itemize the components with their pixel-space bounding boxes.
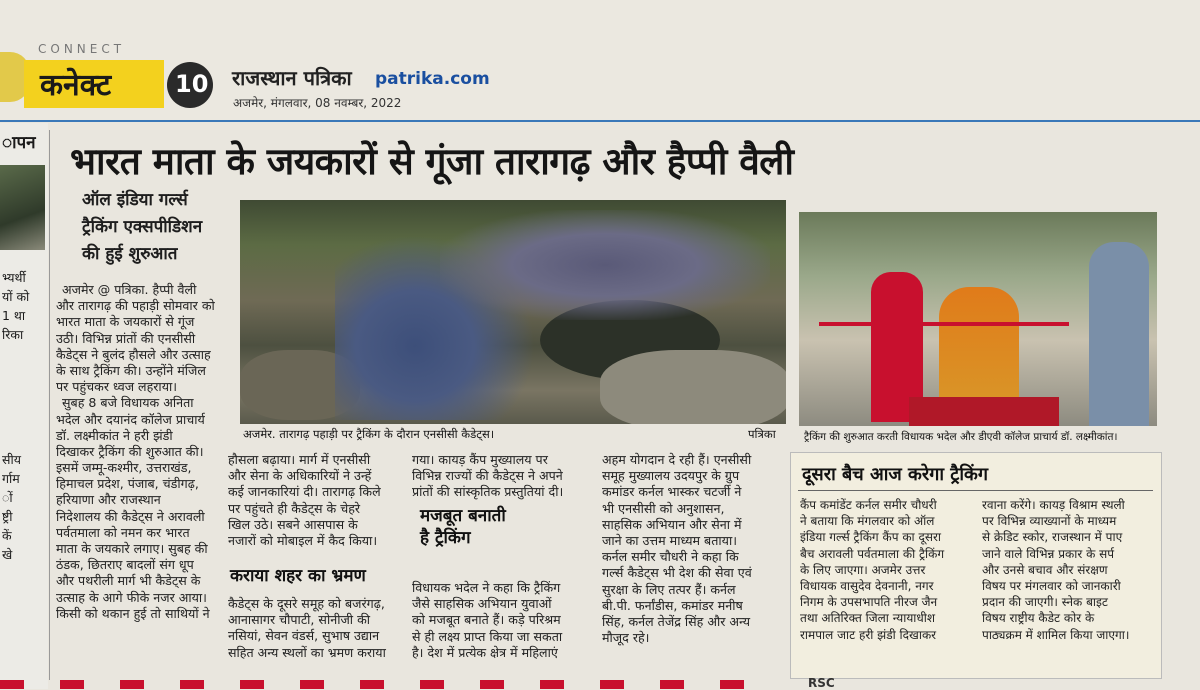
subhead-city-tour: कराया शहर का भ्रमण xyxy=(230,566,366,586)
box-title: दूसरा बैच आज करेगा ट्रैकिंग xyxy=(802,464,988,485)
connect-label-en: CONNECT xyxy=(38,42,126,56)
text-line: जैसे साहसिक अभियान युवाओं xyxy=(412,596,552,612)
text-line: सिंह, कर्नल तेजेंद्र सिंह और अन्य xyxy=(602,613,751,629)
text-line: डॉ. लक्ष्मीकांत ने हरी झंडी xyxy=(56,427,173,443)
photo2-caption: ट्रैकिंग की शुरुआत करती विधायक भदेल और डीएवी कॉलेज प्राचार्य डॉ. लक्ष्मीकांत। xyxy=(804,431,1118,443)
text-line: जाने वाले विभिन्न प्रकार के सर्प xyxy=(982,546,1115,561)
left-strip-lines-b xyxy=(2,450,21,564)
text-line: विषय राष्ट्रीय कैडेट कोर के xyxy=(982,611,1095,626)
photo1-caption: अजमेर. तारागढ़ पहाड़ी पर ट्रैकिंग के दौरान एनसीसी कैडेट्स। xyxy=(243,427,495,441)
left-line: र्गाम xyxy=(2,471,20,486)
text-line: पाठ्यक्रम में शामिल किया जाएगा। xyxy=(982,627,1130,642)
text-line: भदेल और दयानंद कॉलेज प्राचार्य xyxy=(56,411,205,427)
body-column-3 xyxy=(412,452,563,501)
rock-shape xyxy=(600,350,786,424)
cadet-right xyxy=(1089,242,1149,426)
text-line: सुरक्षा के लिए तत्पर हैं। कर्नल xyxy=(602,581,736,597)
text-line: और उनसे बचाव और संरक्षण xyxy=(982,562,1108,577)
box-column-a xyxy=(800,497,944,643)
text-line: कैंप कमांडेंट कर्नल समीर चौधरी xyxy=(800,498,937,512)
text-line: विधायक वासुदेव देवनानी, नगर xyxy=(800,578,934,593)
text-line: समूह मुख्यालय उदयपुर के ग्रुप xyxy=(602,468,740,484)
left-line: ों xyxy=(2,490,13,505)
text-line: कैडेट्स ने बुलंद हौसले और उत्साह xyxy=(56,346,211,362)
text-line: और तारागढ़ की पहाड़ी सोमवार को xyxy=(56,298,215,314)
text-line: माता के जयकारे लगाए। सुबह की xyxy=(56,541,208,556)
left-strip-lines-a xyxy=(2,268,29,344)
text-line: बी.पी. फर्नांडीस, कमांडर मनीष xyxy=(602,597,743,613)
page-number: 10 xyxy=(175,70,209,98)
text-line: पर्वतमाला को नमन कर भारत xyxy=(56,524,190,540)
photo1-credit: पत्रिका xyxy=(748,427,776,441)
bottom-red-strip xyxy=(0,680,780,689)
body-column-3b xyxy=(412,580,562,661)
text-line: है। देश में प्रत्येक क्षेत्र में महिलाएं xyxy=(412,644,558,660)
text-line: और पथरीली मार्ग भी कैडेट्स के xyxy=(56,573,201,589)
text-line: कमांडर कर्नल भास्कर चटर्जी ने xyxy=(602,484,742,500)
text-line: कई जानकारियां दी। तारागढ़ किले xyxy=(228,484,381,500)
text-line: खिल उठे। सबने आसपास के xyxy=(228,516,358,532)
body-column-4 xyxy=(602,452,752,646)
text-line: प्रांतों की सांस्कृतिक प्रस्तुतियां दी। xyxy=(412,484,564,500)
text-line: से ही लक्ष्य प्राप्त किया जा सकता xyxy=(412,628,563,644)
text-line: जाने का उत्तम माध्यम बताया। xyxy=(602,532,738,548)
ribbon-cutting-photo xyxy=(799,212,1157,426)
box-column-b xyxy=(982,497,1129,643)
trekking-photo xyxy=(240,200,786,424)
subhead-trekking-strong xyxy=(420,505,506,549)
text-line: उठी। विभिन्न प्रांतों की एनसीसी xyxy=(56,330,196,346)
text-line: ठंडक, छितराए बादलों संग धूप xyxy=(56,557,194,573)
text-line: भी एनसीसी को अनुशासन, xyxy=(602,500,725,516)
left-line: ष्ट्री xyxy=(2,509,13,524)
text-line: गर्ल्स कैडेट्स भी देश की सेवा एवं xyxy=(602,565,752,581)
text-line: किसी को थकान हुई तो साथियों ने xyxy=(56,605,210,621)
text-line: हौसला बढ़ाया। मार्ग में एनसीसी xyxy=(228,452,371,467)
text-line: इंडिया गर्ल्स ट्रैकिंग कैंप का दूसरा xyxy=(800,530,941,545)
left-line: खे xyxy=(2,547,13,562)
red-carpet xyxy=(909,397,1059,426)
deck-line: ऑल इंडिया गर्ल्स xyxy=(82,190,188,210)
text-line: को मजबूत बनाते हैं। कड़े परिश्रम xyxy=(412,612,561,628)
left-line: सीय xyxy=(2,452,21,467)
column-divider xyxy=(49,130,50,680)
text-line: अजमेर @ पत्रिका. हैप्पी वैली xyxy=(62,282,197,297)
text-line: विधायक भदेल ने कहा कि ट्रैकिंग xyxy=(412,580,561,595)
left-line: 1 था xyxy=(2,308,26,323)
text-line: दिखाकर ट्रैकिंग की शुरुआत की। xyxy=(56,443,204,459)
text-line: आनासागर चौपाटी, सोनीजी की xyxy=(228,612,371,628)
text-line: निदेशालय की कैडेट्स ने अरावली xyxy=(56,508,205,524)
deck-line: ट्रैकिंग एक्सपीडिशन xyxy=(82,217,203,237)
text-line: पर विभिन्न व्याख्यानों के माध्यम xyxy=(982,514,1117,529)
text-line: अहम योगदान दे रही हैं। एनसीसी xyxy=(602,452,752,467)
subhead-line: मजबूत बनाती xyxy=(420,506,506,526)
text-line: पर पहुंचते ही कैडेट्स के चेहरे xyxy=(228,500,361,516)
text-line: रवाना करेंगे। कायड़ विश्राम स्थली xyxy=(982,498,1125,512)
subhead-line: है ट्रैकिंग xyxy=(420,528,471,548)
site-url[interactable]: patrika.com xyxy=(375,69,490,89)
deck xyxy=(82,187,202,268)
text-line: विभिन्न राज्यों की कैडेट्स ने अपने xyxy=(412,468,563,484)
masthead-rule xyxy=(0,120,1200,122)
text-line: भारत माता के जयकारों से गूंज xyxy=(56,314,195,330)
text-line: विषय पर मंगलवार को जानकारी xyxy=(982,578,1121,593)
left-strip-photo xyxy=(0,165,45,250)
text-line: निगम के उपसभापति नीरज जैन xyxy=(800,595,938,610)
text-line: सुबह 8 बजे विधायक अनिता xyxy=(62,395,194,411)
text-line: हरियाणा और राजस्थान xyxy=(56,492,161,508)
text-line: रामपाल जाट हरी झंडी दिखाकर xyxy=(800,627,937,642)
text-line: इसमें जम्मू-कश्मीर, उत्तराखंड, xyxy=(56,460,192,476)
left-line: यों को xyxy=(2,289,30,304)
box-title-rule xyxy=(798,490,1153,491)
ribbon xyxy=(819,322,1069,326)
text-line: उत्साह के आगे फीके नजर आया। xyxy=(56,589,207,605)
text-line: के लिए जाएगा। अजमेर उत्तर xyxy=(800,562,926,577)
left-strip-heading: ापन xyxy=(2,133,36,153)
text-line: के साथ ट्रैकिंग की। उन्होंने मंजिल xyxy=(56,362,206,378)
connect-label-hi: कनेक्ट xyxy=(40,68,112,103)
text-line: कैडेट्स के दूसरे समूह को बजरंगढ़, xyxy=(228,596,385,611)
text-line: नजारों को मोबाइल में कैद किया। xyxy=(228,532,378,548)
text-line: सहित अन्य स्थलों का भ्रमण कराया xyxy=(228,644,386,660)
text-line: कर्नल समीर चौधरी ने कहा कि xyxy=(602,549,739,565)
left-line: भ्यर्थी xyxy=(2,270,26,285)
text-line: पर पहुंचकर ध्वज लहराया। xyxy=(56,379,178,395)
text-line: प्रदान की जाएगी। स्नेक बाइट xyxy=(982,595,1108,610)
text-line: साहसिक अभियान और सेना में xyxy=(602,516,742,532)
text-line: मौजूद रहे। xyxy=(602,630,650,646)
body-column-2 xyxy=(228,452,381,549)
left-line: रिका xyxy=(2,327,24,342)
text-line: ने बताया कि मंगलवार को ऑल xyxy=(800,514,935,529)
body-column-2b xyxy=(228,596,386,661)
text-line: गया। कायड़ कैंप मुख्यालय पर xyxy=(412,452,548,467)
deck-line: की हुई शुरुआत xyxy=(82,244,178,264)
paper-name: राजस्थान पत्रिका xyxy=(232,66,352,90)
footer-fragment: RSC xyxy=(808,676,835,690)
text-line: से क्रेडिट स्कोर, राजस्थान में पाए xyxy=(982,530,1123,545)
text-line: तथा अतिरिक्त जिला न्यायाधीश xyxy=(800,611,936,626)
headline: भारत माता के जयकारों से गूंजा तारागढ़ और हैप्पी वैली xyxy=(70,140,794,183)
text-line: बैच अरावली पर्वतमाला की ट्रैकिंग xyxy=(800,546,945,561)
left-line: कें xyxy=(2,528,12,543)
text-line: नसियां, सेवन वंडर्स, सुभाष उद्यान xyxy=(228,628,380,644)
body-column-1 xyxy=(56,282,215,622)
text-line: और सेना के अधिकारियों ने उन्हें xyxy=(228,468,372,484)
dateline: अजमेर, मंगलवार, 08 नवम्बर, 2022 xyxy=(233,96,402,110)
text-line: हिमाचल प्रदेश, पंजाब, चंडीगढ़, xyxy=(56,476,199,492)
cadet-group xyxy=(440,210,770,320)
